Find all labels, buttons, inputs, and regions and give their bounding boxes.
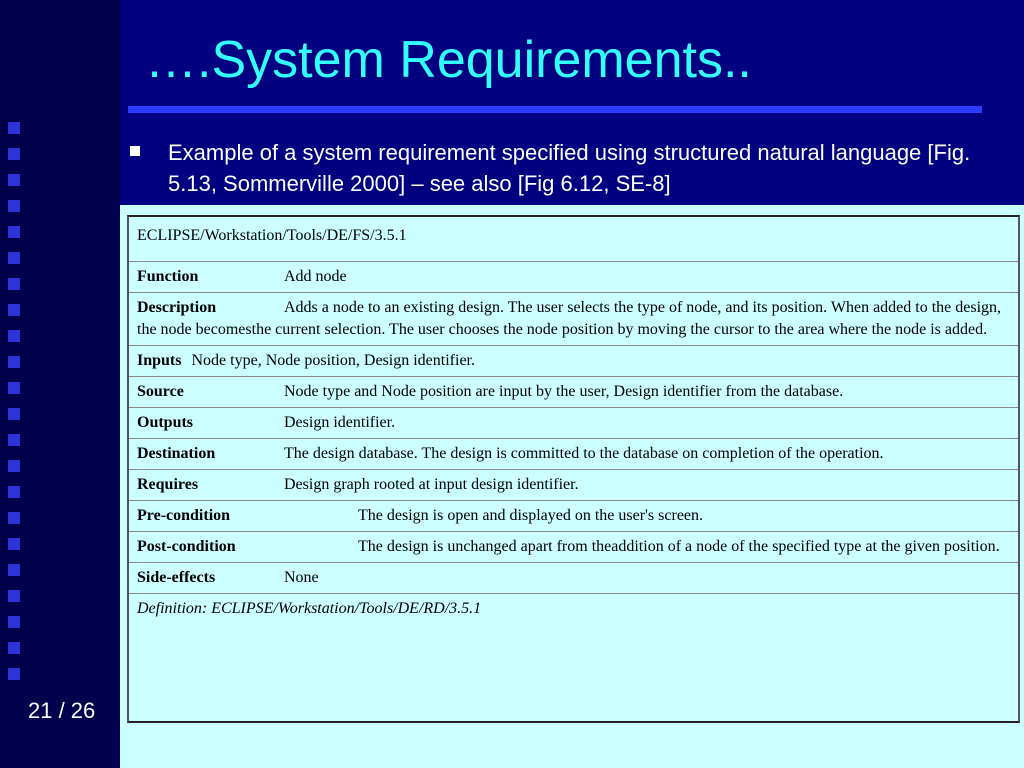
spec-value: Design identifier. [284,414,396,431]
spec-row-source [129,376,1018,407]
spec-row-pre-condition [129,500,1018,531]
spec-label: Post-condition [137,538,236,555]
spec-value: The design is open and displayed on the user's screen. [358,507,704,524]
spec-row-post-condition [129,531,1018,562]
spec-value: The design is unchanged apart from theaddition of a node of the specified type at the given position. [358,538,1000,555]
square-pattern [8,122,20,694]
spec-label: Inputs [137,352,182,369]
spec-label: Function [137,268,199,285]
requirement-spec-table [127,215,1020,723]
spec-label: Side-effects [137,569,216,586]
spec-row-destination [129,438,1018,469]
spec-label: Source [137,383,184,400]
spec-row-side-effects [129,562,1018,593]
spec-label: Pre-condition [137,507,231,524]
bullet-square-icon [130,146,140,156]
spec-value: Node type and Node position are input by the user, Design identifier from the database. [284,383,844,400]
spec-value: Design graph rooted at input design identifier. [284,476,579,493]
spec-header: ECLIPSE/Workstation/Tools/DE/FS/3.5.1 [137,227,407,244]
spec-label: Destination [137,445,216,462]
spec-row-description [129,292,1018,345]
spec-row-outputs [129,407,1018,438]
title-divider [128,106,982,113]
sidebar-decoration [0,0,120,768]
spec-value: Node type, Node position, Design identifier. [191,352,475,369]
slide-title: ….System Requirements.. [145,31,752,89]
spec-row-requires [129,469,1018,500]
spec-value: The design database. The design is committed to the database on completion of the operation. [284,445,884,462]
bullet-text: Example of a system requirement specified using structured natural language [Fig. 5.13, Sommerville 2000] – see also [Fig 6.12, SE-8] [168,140,971,196]
page-number: 21 / 26 [28,698,96,723]
spec-value: Add node [284,268,347,285]
spec-row-function [129,261,1018,292]
spec-value: None [284,569,319,586]
spec-label: Description [137,299,217,316]
spec-footer: Definition: ECLIPSE/Workstation/Tools/DE/RD/3.5.1 [129,593,1018,624]
spec-label: Outputs [137,414,194,431]
spec-row-inputs [129,345,1018,376]
spec-value: Adds a node to an existing design. The user selects the type of node, and its position. When added to the design, the node becomesthe current selection. The user chooses the node position by moving the cursor to the area where the node is added. [137,299,1002,338]
spec-label: Requires [137,476,199,493]
